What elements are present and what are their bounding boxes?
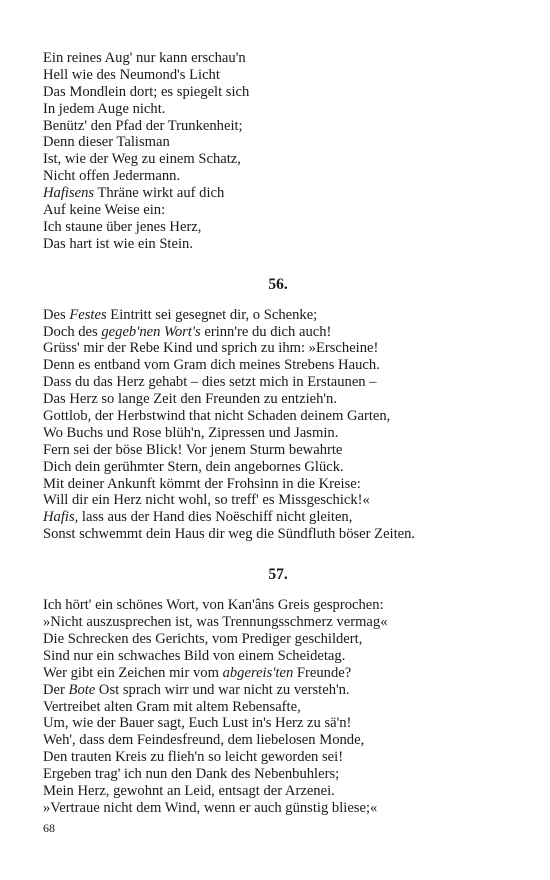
verse-text: Freunde? — [293, 664, 352, 681]
verse-text: Um, wie der Bauer sagt, Euch Lust in's Herz zu sä'n! — [43, 715, 352, 732]
verse-text: Sind nur ein schwaches Bild von einem Scheidetag. — [43, 647, 346, 664]
verse-line — [43, 631, 513, 648]
verse-line — [43, 408, 513, 425]
verse-line — [43, 168, 513, 185]
verse-text: Auf keine Weise ein: — [43, 202, 166, 219]
verse-text: Eintritt sei gesegnet dir, o Schenke; — [106, 306, 318, 323]
verse-text: Gottlob, der Herbstwind that nicht Schaden deinem Garten, — [43, 408, 391, 425]
italic-text: Hafisens — [43, 185, 95, 202]
verse-text: Hell wie des Neumond's Licht — [43, 66, 220, 83]
verse-text: Vertreibet alten Gram mit altem Rebensafte, — [43, 698, 301, 715]
verse-line — [43, 699, 513, 716]
verse-text: Das Herz so lange Zeit den Freunden zu entzieh'n. — [43, 391, 337, 408]
verse-line — [43, 732, 513, 749]
poem-number-56: 56. — [268, 275, 288, 293]
verse-text: Ich staune über jenes Herz, — [43, 218, 202, 235]
verse-text: , lass aus der Hand dies Noëschiff nicht gleiten, — [74, 509, 353, 526]
verse-text: Wer gibt ein Zeichen mir vom — [43, 664, 223, 681]
verse-line — [43, 50, 513, 67]
verse-text: Dass du das Herz gehabt – dies setzt mich in Erstaunen – — [43, 374, 377, 391]
verse-text: Das hart ist wie ein Stein. — [43, 235, 193, 252]
verse-text: »Vertraue nicht dem Wind, wenn er auch günstig bliese;« — [43, 799, 378, 816]
verse-line — [43, 391, 513, 408]
italic-text: gegeb'nen Wort's — [101, 323, 201, 340]
verse-text: Thräne wirkt auf dich — [94, 185, 225, 202]
verse-text: In jedem Auge nicht. — [43, 100, 166, 117]
verse-line — [43, 597, 513, 614]
verse-text: Nicht offen Jedermann. — [43, 168, 181, 185]
verse-line — [43, 648, 513, 665]
verse-line — [43, 442, 513, 459]
verse-line — [43, 84, 513, 101]
verse-line — [43, 459, 513, 476]
page-number: 68 — [43, 821, 55, 835]
verse-text: Das Mondlein dort; es spiegelt sich — [43, 83, 250, 100]
verse-line — [43, 766, 513, 783]
verse-text: Fern sei der böse Blick! Vor jenem Sturm bewahrte — [43, 441, 343, 458]
verse-line — [43, 236, 513, 253]
verse-line — [43, 509, 513, 526]
verse-line — [43, 324, 513, 341]
verse-text: erinn're du dich auch! — [200, 323, 332, 340]
verse-line — [43, 219, 513, 236]
verse-line — [43, 665, 513, 682]
verse-text: Dich dein gerühmter Stern, dein angebornes Glück. — [43, 458, 344, 475]
verse-line — [43, 476, 513, 493]
verse-line — [43, 307, 513, 324]
verse-text: Die Schrecken des Gerichts, vom Prediger geschildert, — [43, 630, 363, 647]
verse-text: Ich hört' ein schönes Wort, von Kan'âns Greis gesprochen: — [43, 597, 384, 614]
verse-text: Ergeben trag' ich nun den Dank des Nebenbuhlers; — [43, 766, 340, 783]
verse-text: Benütz' den Pfad der Trunkenheit; — [43, 117, 243, 134]
verse-line — [43, 800, 513, 817]
verse-text: Den trauten Kreis zu flieh'n so leicht geworden sei! — [43, 749, 344, 766]
italic-text: Festes — [69, 306, 107, 323]
poem-56 — [43, 307, 513, 543]
verse-line — [43, 749, 513, 766]
verse-line — [43, 185, 513, 202]
verse-text: Doch des — [43, 323, 102, 340]
italic-text: abgereis'ten — [222, 664, 294, 681]
verse-text: Denn es entband vom Gram dich meines Strebens Hauch. — [43, 357, 380, 374]
poem-number-57: 57. — [268, 566, 288, 584]
verse-line — [43, 783, 513, 800]
verse-line — [43, 425, 513, 442]
verse-text: Ost sprach wirr und war nicht zu versteh'n. — [95, 681, 350, 698]
verse-text: Wo Buchs und Rose blüh'n, Zipressen und Jasmin. — [43, 424, 339, 441]
verse-line — [43, 67, 513, 84]
italic-text: Hafis — [43, 509, 75, 526]
verse-text: Denn dieser Talisman — [43, 134, 170, 151]
verse-text: Will dir ein Herz nicht wohl, so treff' es Missgeschick!« — [43, 492, 370, 509]
italic-text: Bote — [68, 681, 96, 698]
verse-text: Weh', dass dem Feindesfreund, dem liebelosen Monde, — [43, 732, 365, 749]
verse-line — [43, 682, 513, 699]
verse-line — [43, 492, 513, 509]
verse-line — [43, 614, 513, 631]
verse-line — [43, 151, 513, 168]
verse-text: Grüss' mir der Rebe Kind und sprich zu ihm: »Erscheine! — [43, 340, 379, 357]
verse-text: »Nicht auszusprechen ist, was Trennungsschmerz vermag« — [43, 614, 388, 631]
verse-text: Ist, wie der Weg zu einem Schatz, — [43, 151, 241, 168]
page-body — [43, 50, 513, 817]
verse-line — [43, 340, 513, 357]
verse-line — [43, 118, 513, 135]
verse-text: Mein Herz, gewohnt an Leid, entsagt der Arzenei. — [43, 782, 335, 799]
verse-text: Mit deiner Ankunft kömmt der Frohsinn in die Kreise: — [43, 475, 361, 492]
verse-line — [43, 101, 513, 118]
poem-continued — [43, 50, 513, 253]
verse-line — [43, 374, 513, 391]
verse-line — [43, 134, 513, 151]
verse-text: Des — [43, 306, 70, 323]
verse-text: Der — [43, 681, 69, 698]
verse-line — [43, 715, 513, 732]
verse-text: Sonst schwemmt dein Haus dir weg die Sündfluth böser Zeiten. — [43, 526, 416, 543]
verse-line — [43, 202, 513, 219]
poem-57 — [43, 597, 513, 817]
verse-line — [43, 526, 513, 543]
verse-text: Ein reines Aug' nur kann erschau'n — [43, 50, 246, 66]
verse-line — [43, 357, 513, 374]
